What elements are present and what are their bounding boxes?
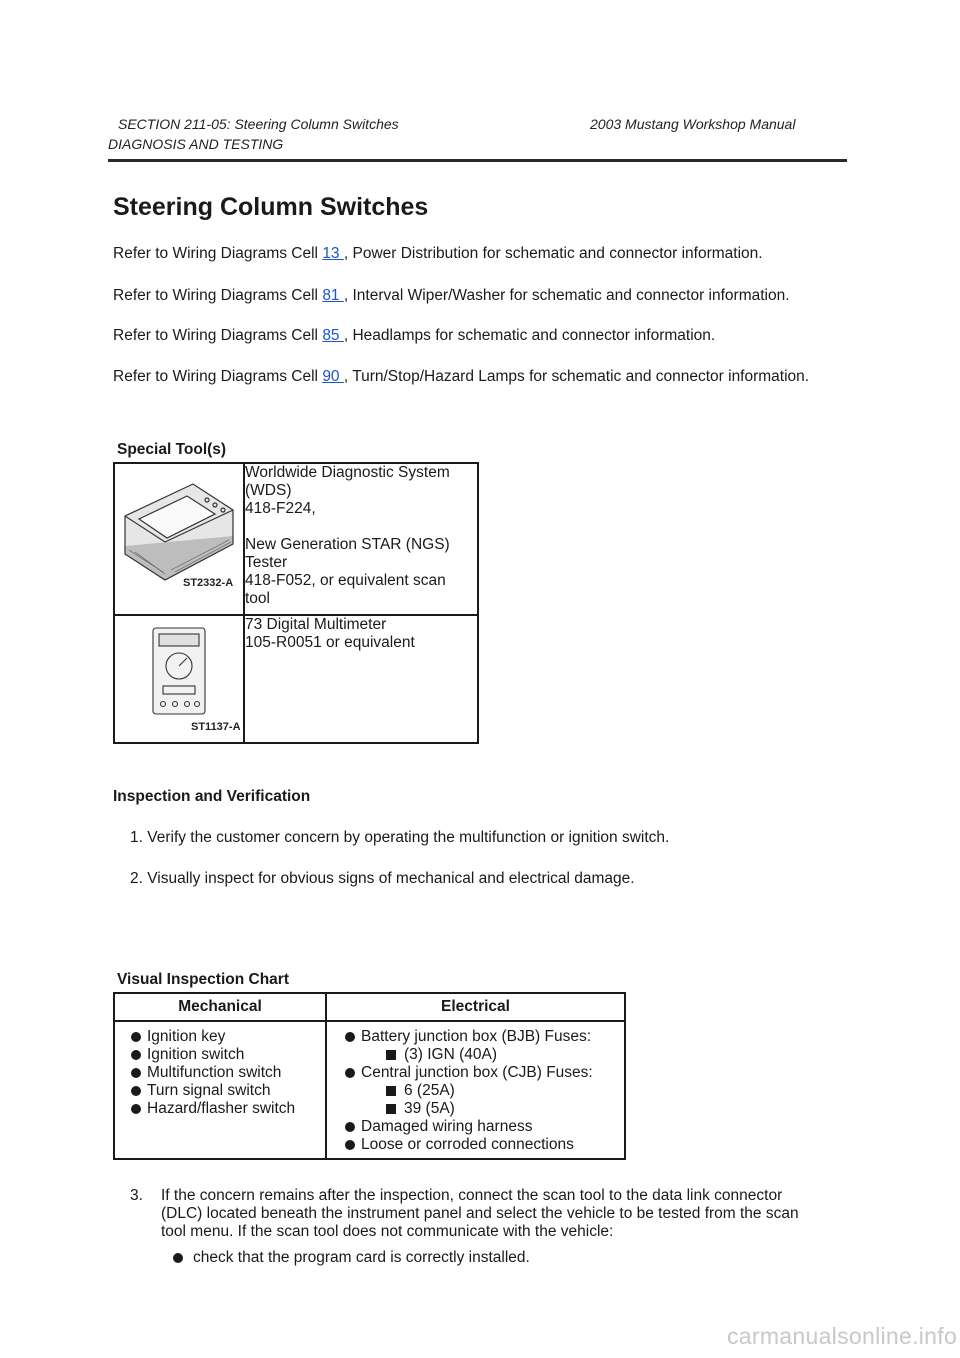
sub-list <box>361 1046 622 1064</box>
list-item <box>147 1064 323 1082</box>
sub-list <box>361 1082 622 1118</box>
tool-text: New Generation STAR (NGS) <box>245 536 450 553</box>
list-item <box>147 1100 323 1118</box>
tool-text-spacer <box>245 518 477 536</box>
step-text: tool menu. If the scan tool does not communicate with the vehicle: <box>161 1223 614 1240</box>
list-item <box>147 1046 323 1064</box>
sub-list-item <box>404 1082 622 1100</box>
step-text: If the concern remains after the inspection, connect the scan tool to the data link connector <box>161 1187 783 1204</box>
reference-text: , Headlamps for schematic and connector information. <box>343 327 716 344</box>
wiring-cell-link-13[interactable]: 13 <box>322 245 344 262</box>
list-item-label: Ignition key <box>147 1028 226 1045</box>
bullet-icon <box>131 1032 141 1042</box>
bullet-icon <box>345 1140 355 1150</box>
special-tools-caption: Special Tool(s) <box>117 441 227 458</box>
tool-text: 418-F224, <box>245 500 316 517</box>
mechanical-cell <box>114 1021 326 1159</box>
page-subtitle: DIAGNOSIS AND TESTING <box>108 136 284 152</box>
step-number: 3. <box>130 1187 143 1204</box>
electrical-cell <box>326 1021 625 1159</box>
column-header-electrical: Electrical <box>326 993 625 1021</box>
manual-title: 2003 Mustang Workshop Manual <box>590 116 796 132</box>
tool-description <box>244 463 478 615</box>
header-divider <box>108 159 847 162</box>
scan-tool-image <box>115 464 243 614</box>
tool-text: 418-F052, or equivalent scan <box>245 572 446 589</box>
electrical-list <box>329 1028 622 1154</box>
tool-image-code: ST2332-A <box>183 577 234 589</box>
reference-text: Refer to Wiring Diagrams Cell <box>113 287 323 304</box>
reference-line-1 <box>113 245 763 263</box>
inspection-step-1: 1. Verify the customer concern by operating the multifunction or ignition switch. <box>130 829 670 846</box>
tool-text: (WDS) <box>245 482 292 499</box>
bullet-icon <box>173 1253 183 1263</box>
wiring-cell-link-90[interactable]: 90 <box>322 368 344 385</box>
inspection-step-2: 2. Visually inspect for obvious signs of mechanical and electrical damage. <box>130 870 635 887</box>
list-item-label: Battery junction box (BJB) Fuses: <box>361 1028 592 1045</box>
multimeter-image <box>115 616 243 742</box>
tool-description <box>244 615 478 743</box>
bullet-icon <box>131 1086 141 1096</box>
square-bullet-icon <box>386 1050 396 1060</box>
sub-item-label: (3) IGN (40A) <box>404 1046 498 1063</box>
tool-text: 105-R0051 or equivalent <box>245 634 415 651</box>
sub-list-item <box>404 1100 622 1118</box>
tool-image-cell <box>114 615 244 743</box>
tool-text: tool <box>245 590 270 607</box>
column-header-mechanical: Mechanical <box>114 993 326 1021</box>
reference-text: , Power Distribution for schematic and connector information. <box>343 245 763 262</box>
bullet-icon <box>345 1122 355 1132</box>
tool-text: Worldwide Diagnostic System <box>245 464 450 481</box>
reference-text: Refer to Wiring Diagrams Cell <box>113 368 323 385</box>
watermark: carmanualsonline.info <box>727 1323 958 1349</box>
tool-text: Tester <box>245 554 288 571</box>
square-bullet-icon <box>386 1086 396 1096</box>
bullet-icon <box>131 1050 141 1060</box>
wiring-cell-link-81[interactable]: 81 <box>322 287 344 304</box>
list-item-label: Loose or corroded connections <box>361 1136 574 1153</box>
square-bullet-icon <box>386 1104 396 1114</box>
list-item-label: Hazard/flasher switch <box>147 1100 296 1117</box>
reference-line-2 <box>113 287 790 305</box>
visual-inspection-chart <box>113 992 626 1160</box>
list-item <box>361 1064 622 1118</box>
bullet-icon <box>131 1068 141 1078</box>
chart-body-row <box>114 1021 625 1159</box>
bullet-icon <box>131 1104 141 1114</box>
reference-text: Refer to Wiring Diagrams Cell <box>113 245 323 262</box>
section-header: SECTION 211-05: Steering Column Switches <box>118 116 399 132</box>
list-item-label: Central junction box (CJB) Fuses: <box>361 1064 593 1081</box>
mechanical-list <box>117 1028 323 1118</box>
special-tools-table <box>113 462 479 744</box>
sub-item-label: 39 (5A) <box>404 1100 455 1117</box>
tool-text: 73 Digital Multimeter <box>245 616 387 633</box>
page-title: Steering Column Switches <box>113 193 429 221</box>
reference-text: , Turn/Stop/Hazard Lamps for schematic and connector information. <box>343 368 810 385</box>
step-text: (DLC) located beneath the instrument panel and select the vehicle to be tested from the scan <box>161 1205 799 1222</box>
tool-image-code: ST1137-A <box>191 721 241 733</box>
reference-line-4 <box>113 368 809 386</box>
list-item <box>361 1136 622 1154</box>
list-item-label: Damaged wiring harness <box>361 1118 533 1135</box>
chart-header-row <box>114 993 625 1021</box>
list-item <box>147 1028 323 1046</box>
tool-row <box>114 463 478 615</box>
tool-image-cell <box>114 463 244 615</box>
sub-list-item <box>404 1046 622 1064</box>
inspection-heading: Inspection and Verification <box>113 788 311 805</box>
list-item-label: Turn signal switch <box>147 1082 271 1099</box>
visual-chart-caption: Visual Inspection Chart <box>117 971 289 988</box>
reference-text: , Interval Wiper/Washer for schematic and connector information. <box>343 287 790 304</box>
reference-text: Refer to Wiring Diagrams Cell <box>113 327 323 344</box>
tool-row <box>114 615 478 743</box>
step-bullet-label: check that the program card is correctly installed. <box>193 1249 530 1266</box>
list-item <box>147 1082 323 1100</box>
sub-item-label: 6 (25A) <box>404 1082 455 1099</box>
list-item-label: Multifunction switch <box>147 1064 282 1081</box>
bullet-icon <box>345 1032 355 1042</box>
list-item-label: Ignition switch <box>147 1046 245 1063</box>
list-item <box>361 1118 622 1136</box>
bullet-icon <box>345 1068 355 1078</box>
list-item <box>361 1028 622 1064</box>
wiring-cell-link-85[interactable]: 85 <box>322 327 344 344</box>
step-bullet-item <box>193 1249 530 1267</box>
reference-line-3 <box>113 327 715 345</box>
